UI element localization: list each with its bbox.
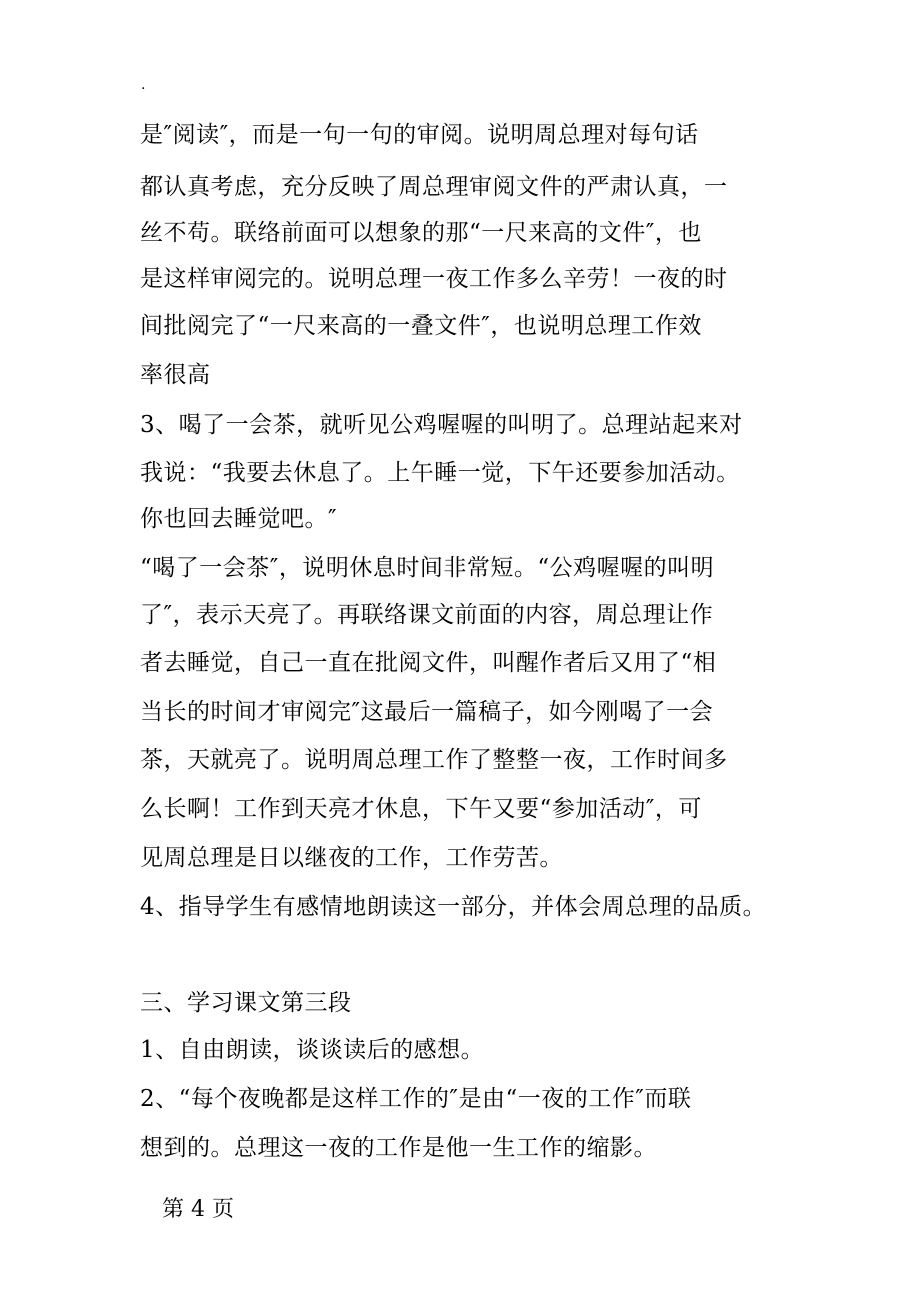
list-item-2: 2、“每个夜晚都是这样工作的″是由“一夜的工作″而联 — [140, 1086, 692, 1112]
text-line: 么长啊！工作到天亮才休息，下午又要“参加活动″，可 — [140, 796, 702, 822]
text-line: 间批阅完了“一尺来高的一叠文件″，也说明总理工作效 — [140, 313, 702, 339]
text-line: “喝了一会茶″，说明休息时间非常短。“公鸡喔喔的叫明 — [140, 555, 715, 581]
text-line: 你也回去睡觉吧。″ — [140, 506, 338, 532]
section-heading: 三、学习课文第三段 — [140, 990, 352, 1016]
text-line: 当长的时间才审阅完″这最后一篇稿子，如今刚喝了一会 — [140, 699, 714, 725]
text-line: 都认真考虑，充分反映了周总理审阅文件的严肃认真，一 — [140, 174, 728, 200]
text-line: 是″阅读″，而是一句一句的审阅。说明周总理对每句话 — [140, 122, 699, 148]
page-number: 第 4 页 — [162, 1197, 234, 1222]
list-item-1: 1、自由朗读，谈谈读后的感想。 — [140, 1037, 485, 1063]
text-line: 想到的。总理这一夜的工作是他一生工作的缩影。 — [140, 1135, 657, 1161]
text-line: 我说：“我要去休息了。上午睡一觉，下午还要参加活动。 — [140, 460, 740, 486]
text-line: 了″，表示天亮了。再联络课文前面的内容，周总理让作 — [140, 602, 714, 628]
text-line: 是这样审阅完的。说明总理一夜工作多么辛劳！一夜的时 — [140, 266, 728, 292]
text-line: 茶，天就亮了。说明周总理工作了整整一夜，工作时间多 — [140, 747, 728, 773]
list-item-4: 4、指导学生有感情地朗读这一部分，并体会周总理的品质。 — [140, 894, 767, 920]
text-line: 率很高 — [140, 362, 211, 388]
text-line: 见周总理是日以继夜的工作，工作劳苦。 — [140, 845, 563, 871]
text-line: 者去睡觉，自己一直在批阅文件，叫醒作者后又用了“相 — [140, 650, 717, 676]
page-header-mark: . — [141, 77, 146, 93]
text-line: 丝不苟。联络前面可以想象的那“一尺来高的文件″，也 — [140, 220, 702, 246]
list-item-3: 3、喝了一会茶，就听见公鸡喔喔的叫明了。总理站起来对 — [140, 412, 743, 438]
